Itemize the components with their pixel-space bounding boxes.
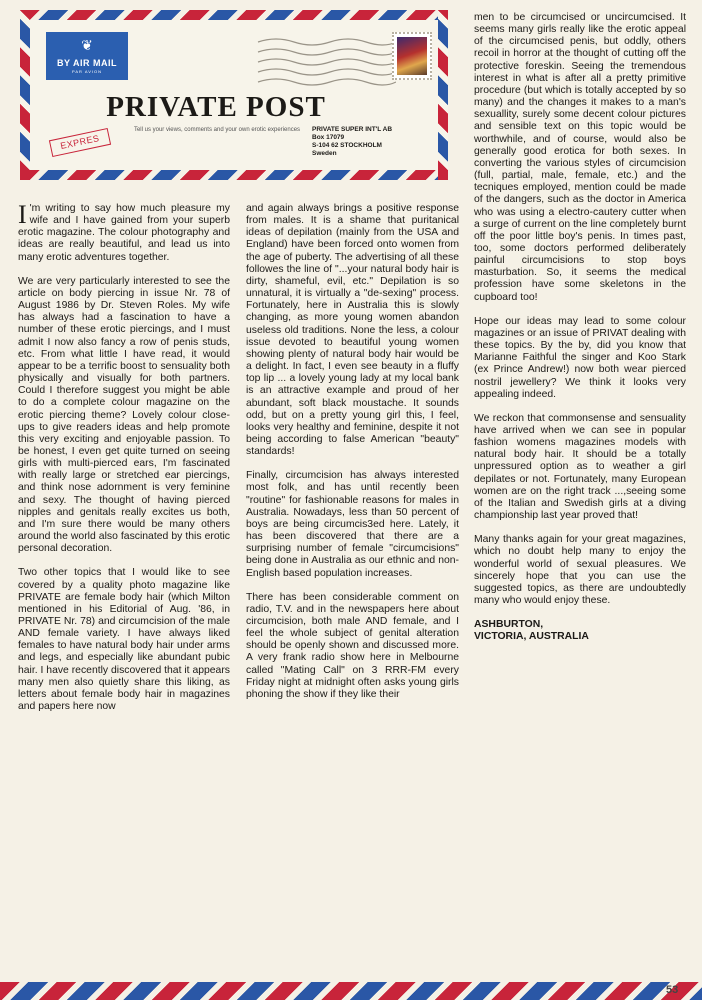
address-line: S-104 62 STOCKHOLM (312, 142, 382, 149)
page-number: 53 (666, 984, 679, 996)
letter-paragraph: Finally, circumcision has always interested most folk, and has until recently been "routine" for fashionable reasons for males in Australia. Nowadays, less than 50 percent of boys are being circumcis3ed here. Lately, it has been discovered that there are a surprising number of female "circumcisions" being done in Australia as our ethnic and non-English based population increases. (246, 470, 459, 579)
bottom-airmail-stripe (0, 982, 702, 1000)
letter-column-1 (18, 200, 230, 713)
address-line: PRIVATE SUPER INT'L AB (312, 126, 393, 133)
letter-paragraph: We reckon that commonsense and sensuality have arrived when we can see in popular fashion womens magazines models with natural body hair. It should be a totally unpressured option as to weather a girl depilates or not. Fortunately, many European women are on the right track ...,seeing some of the Italian and Swedish girls at a diving championship last year proved that! (474, 412, 686, 522)
letter-paragraph: Two other topics that I would like to see covered by a quality photo magazine like PRIVATE are female body hair (which Milton mentioned in his Editorial of Aug. '86, in PRIVATE Nr. 78) and circumcision of the male AND female variety. I have always liked females to have natural body hair under arms and legs, and especially like abundant pubic hair. I have recently discovered that it appears many men also quietly share this liking, as letters about female body hair in magazines and papers here now (18, 567, 230, 713)
postage-stamp (392, 32, 432, 80)
address-line: Box 17079 (312, 134, 345, 141)
tagline: Tell us your views, comments and your own erotic experiences (133, 127, 301, 133)
airmail-label (46, 32, 128, 80)
postmark-lines-icon (256, 32, 396, 88)
wings-icon: ❦ (81, 37, 93, 53)
postal-address (312, 126, 432, 158)
letter-paragraph: and again always brings a positive response from males. It is a shame that puritanical ideas of depilation (mainly from the USA and England) have been forced onto women from the age of puberty. The advertising of all these followes the line of "...your natural body hair is dirty, shameful, evil, etc." Depilation is so unnatural, it is virtually a "de-sexing" process. Fortunately, here in Australia this is slowly changing, as more young women abandon useless old traditions. None the less, a colour issue devoted to beautiful young women showing plenty of natural body hair would be a delight. In fact, I even see beauty in a fluffy top lip ... a lovely young lady at my local bank is an attractive example and proud of her abundant, soft black moustache. It sounds odd, but on a pretty young girl this, I feel, looks very healthy and feminine, despite it not being according to false American "beauty" standards! (246, 203, 459, 458)
envelope-right-stripe (438, 10, 448, 180)
letter-paragraph: There has been considerable comment on radio, T.V. and in the newspapers here about circumcision, both male AND female, and I feel the whole subject of genital alteration should be openly shown and discussed more. A very frank radio show here in Melbourne called "Mating Call" on 3 RRR-FM every Friday night at midnight often asks young girls phoning the show if they like their (246, 591, 459, 700)
letter-paragraph: We are very particularly interested to see the article on body piercing in issue Nr. 78 of August 1986 by Dr. Steven Roles. My wife has always had a fascination to have a number of these erotic piercings, and I must admit I now also fancy a row of penis studs, etc. From what little I have read, it would appear to be a terrific boost to sensuality both physically and visually for both partners. Could I therefore suggest you might be able to do a complete colour magazine on the erotic piercing theme? Lovely colour close-ups to give readers ideas and help promote this very exciting and enjoyable passion. To be honest, I even get quite turned on seeing girls with multi-pierced ears, I'm fascinated with really large or stretched ear piercings, and think nose adornment is very feminine and sexy. The thought of having pierced nipples and genitals really excites us both, and I'm sure there would be many others around the world also fascinated by this erotic personal decoration. (18, 275, 230, 555)
letter-column-2 (246, 203, 459, 701)
address-line: Sweden (312, 150, 337, 157)
letter-paragraph: men to be circumcised or uncircumcised. It seems many girls really like the erotic appeal of the circumcised penis, but oddly, others recoil in horror at the thought of cutting off the protective foreskin. Seeing the tremendous interest in what is after all a pretty primitive procedure (but which is totally accepted by so many) and the changes it makes to a man's sexuallity, surely some decent colour pictures and sensible text on this topic would be worthwhile, and of course, would also be generally good erotica for both sexes. In converting the various styles of circumcision (full, partial, male, female, etc.) and the tecniques employed, mention could be made of the dangers, such as the doctor in America who was using a electro-cautery cutter when a surge of current on the line completely burnt off the poor little boy's penis. In times past, too, some doctors performed deliberately painful circumcisions to stop boys masturbation. So, it seems the medical profession have some skeletons in the cupboard too! (474, 12, 686, 303)
envelope-top-stripe (20, 10, 448, 20)
airmail-subtext: PAR AVION (72, 69, 102, 74)
letter-paragraph: Many thanks again for your great magazines, which no doubt help many to enjoy the wonderful world of sexual pleasures. We sincerely hope that you can use the suggested topics, as there are undoubtedly many who would enjoy these. (474, 534, 686, 607)
envelope-left-stripe (20, 10, 30, 180)
drop-cap: I (18, 200, 27, 229)
airmail-envelope (20, 10, 448, 180)
letter-column-3 (474, 12, 686, 644)
airmail-text: BY AIR MAIL (56, 58, 117, 68)
letter-signature (474, 619, 686, 643)
signature-line: VICTORIA, AUSTRALIA (474, 631, 589, 643)
envelope-bottom-stripe (20, 170, 448, 180)
letter-paragraph (18, 200, 230, 264)
express-stamp: EXPRES (49, 128, 111, 157)
stamp-image (397, 37, 427, 75)
page-title: PRIVATE POST (106, 91, 326, 123)
letter-paragraph: Hope our ideas may lead to some colour magazines or an issue of PRIVAT dealing with these topics. By the by, did you know that Marianne Faithful the singer and Koo Stark (ex Prince Andrew!) now both wear pierced nostril jewellery? We think it looks very appealing indeed. (474, 315, 686, 400)
first-paragraph-text: 'm writing to say how much pleasure my wife and I have gained from your superb erotic magazine. The colour photography and ideas are really beautiful, and lead us into many erotic adventures together. (18, 203, 230, 263)
signature-line: ASHBURTON, (474, 619, 544, 631)
